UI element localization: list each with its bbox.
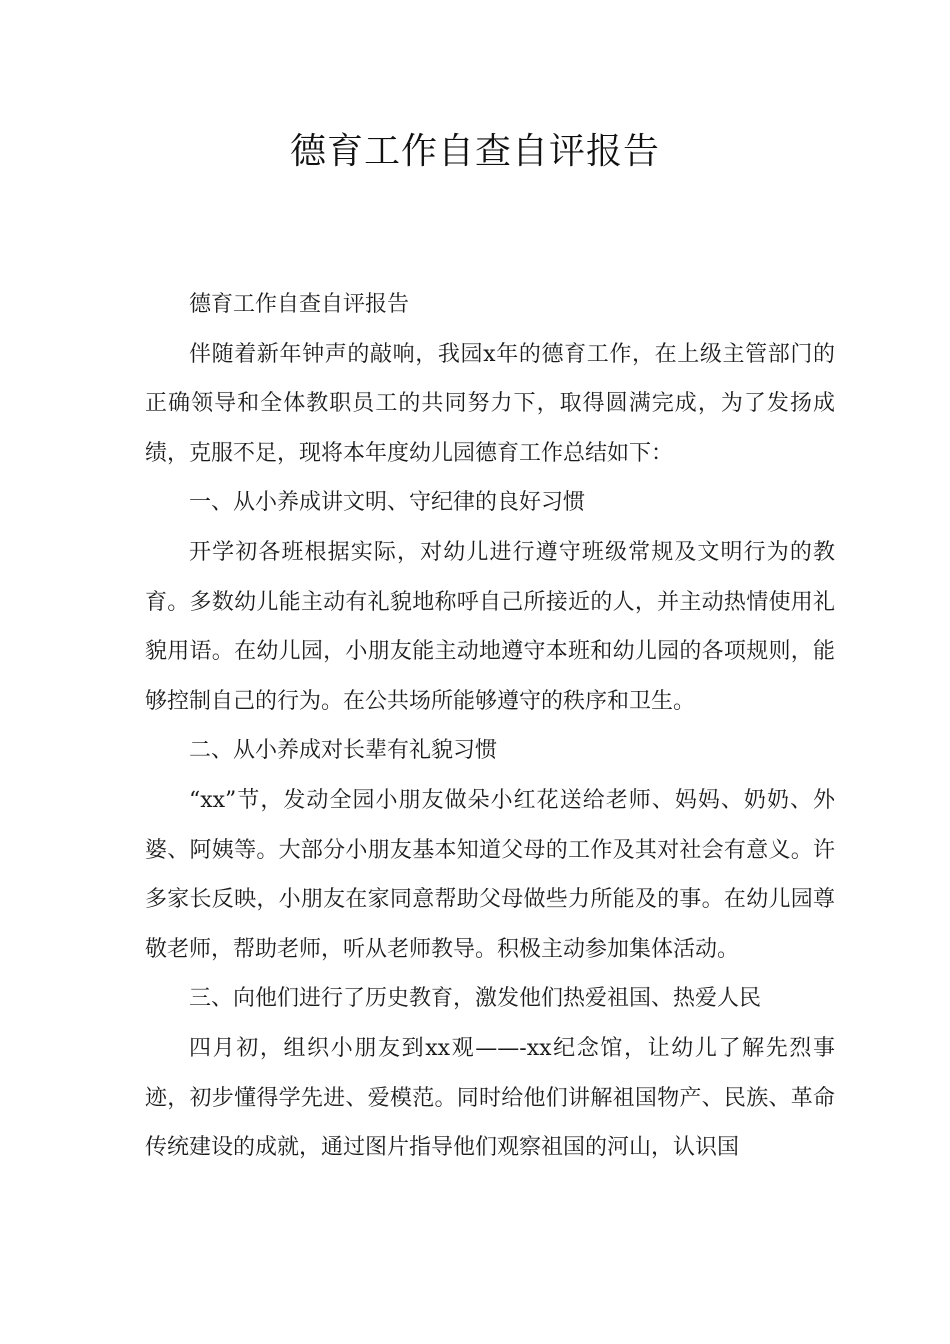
paragraph-section-1: 开学初各班根据实际，对幼儿进行遵守班级常规及文明行为的教育。多数幼儿能主动有礼貌地称呼自己所接近的人，并主动热情使用礼貌用语。在幼儿园，小朋友能主动地遵守本班和幼儿园的各项规则，能够控制自己的行为。在公共场所能够遵守的秩序和卫生。 [145, 539, 835, 714]
section-heading-3: 三、向他们进行了历史教育，激发他们热爱祖国、热爱人民 [189, 986, 762, 1012]
paragraph-section-3: 四月初，组织小朋友到xx观——-xx纪念馆，让幼儿了解先烈事迹，初步懂得学先进、爱模范。同时给他们讲解祖国物产、民族、革命传统建设的成就，通过图片指导他们观察祖国的河山，认识国 [145, 1035, 835, 1161]
paragraph-subtitle: 德育工作自查自评报告 [189, 292, 410, 317]
paragraph-section-2: “xx”节，发动全园小朋友做朵小红花送给老师、妈妈、奶奶、外婆、阿姨等。大部分小朋友基本知道父母的工作及其对社会有意义。许多家长反映，小朋友在家同意帮助父母做些力所能及的事。在幼儿园尊敬老师，帮助老师，听从老师教导。积极主动参加集体活动。 [145, 787, 835, 962]
document-body [145, 280, 835, 1173]
section-heading-2: 二、从小养成对长辈有礼貌习惯 [189, 738, 498, 764]
paragraph-intro: 伴随着新年钟声的敲响，我园x年的德育工作，在上级主管部门的正确领导和全体教职员工的共同努力下，取得圆满完成，为了发扬成绩，克服不足，现将本年度幼儿园德育工作总结如下： [145, 341, 835, 466]
section-heading-1: 一、从小养成讲文明、守纪律的良好习惯 [189, 490, 586, 516]
document-title: 德育工作自查自评报告 [289, 131, 660, 172]
